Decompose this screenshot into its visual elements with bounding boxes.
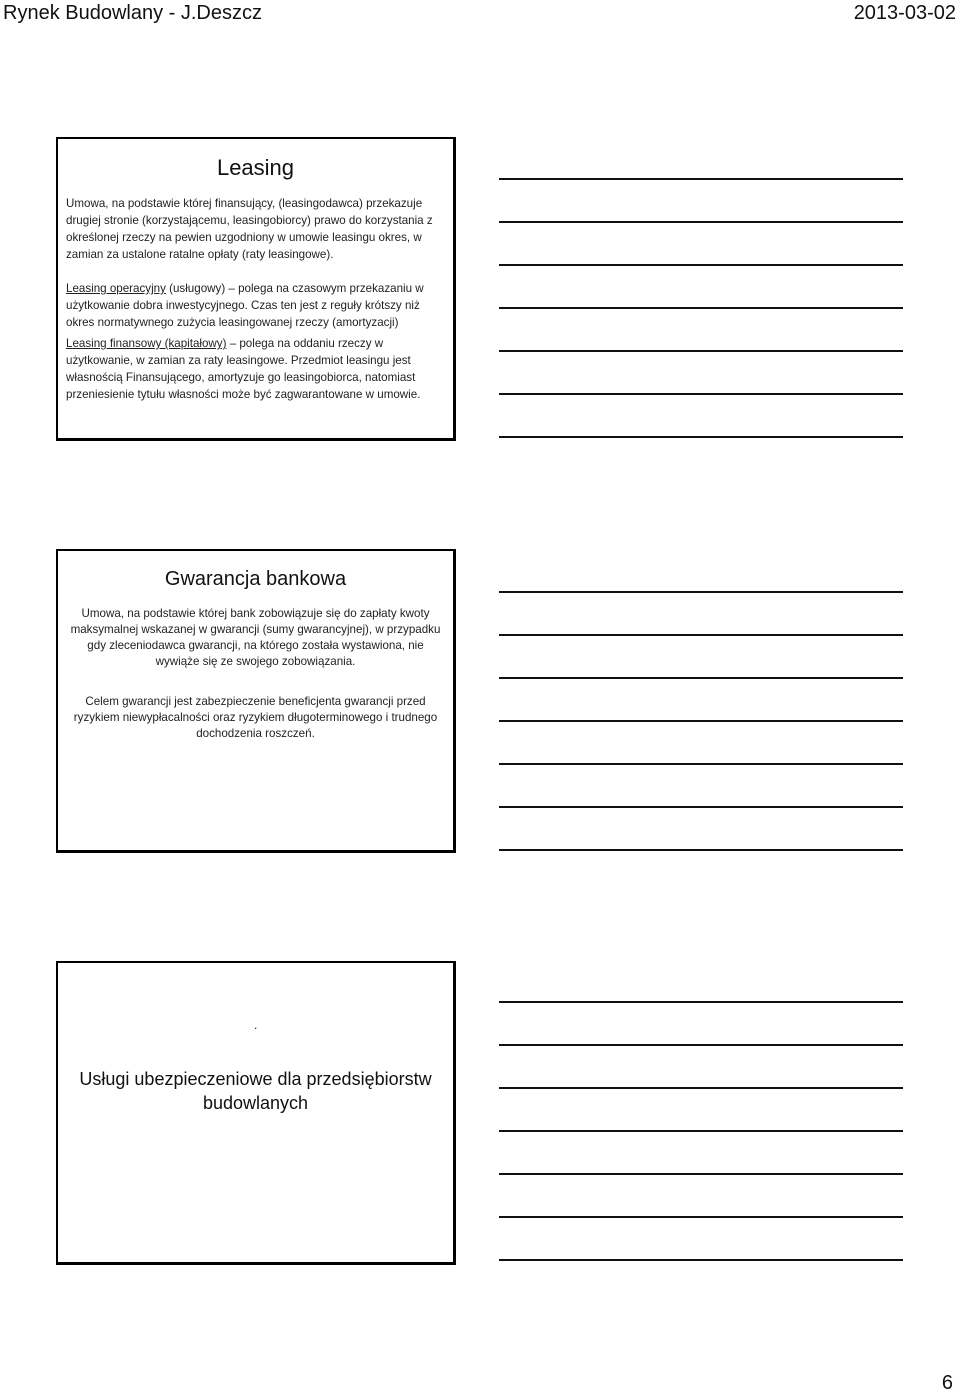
slide-paragraph: Umowa, na podstawie której finansujący, (leasingodawca) przekazuje drugiej stronie (korzystającemu, leasingobiorcy) prawo do korzystania z określonej rzeczy na pewien uzgodniony w umowie leasingu okres, w zamian za ustalone ratalne opłaty (raty leasingowe). — [66, 197, 433, 261]
header-title: Rynek Budowlany - J.Deszcz — [3, 2, 262, 24]
note-line — [499, 720, 903, 722]
term-definition: – polega na oddaniu rzeczy w użytkowanie, w zamian za raty leasingowe. Przedmiot leasingu jest własnością Finansującego, amortyzuje go leasingobiorca, natomiast przeniesienie tytułu własności może być zagwarantowane w umowie. — [66, 337, 421, 401]
slide-dot: . — [254, 1018, 258, 1032]
note-line — [499, 1044, 903, 1046]
term-definition: (usługowy) – polega na czasowym przekazaniu w użytkowanie dobra inwestycyjnego. Czas ten jest z reguły krótszy niż okres normatywnego zużycia leasingowanej rzeczy (amortyzacji) — [66, 282, 424, 329]
slide-paragraph-operating — [58, 280, 453, 331]
note-line — [499, 1259, 903, 1261]
note-line — [499, 350, 903, 352]
slide-uslugi — [56, 961, 456, 1265]
term-leasing-operacyjny: Leasing operacyjny — [66, 282, 166, 295]
note-line — [499, 264, 903, 266]
note-line — [499, 1216, 903, 1218]
note-line — [499, 178, 903, 180]
note-line — [499, 1001, 903, 1003]
slide-title: Leasing — [216, 155, 295, 180]
note-line — [499, 436, 903, 438]
slide-paragraph: Celem gwarancji jest zabezpieczenie beneficjenta gwarancji przed ryzykiem niewypłacalności oraz ryzykiem długoterminowego i trudnego dochodzenia roszczeń. — [73, 695, 438, 740]
note-line — [499, 806, 903, 808]
note-line — [499, 763, 903, 765]
note-line — [499, 591, 903, 593]
note-line — [499, 307, 903, 309]
slide-paragraph-financial — [58, 335, 453, 403]
slide-title: Gwarancja bankowa — [164, 568, 347, 590]
note-line — [499, 1173, 903, 1175]
term-leasing-finansowy: Leasing finansowy (kapitałowy) — [66, 337, 227, 350]
note-line — [499, 1130, 903, 1132]
note-line — [499, 634, 903, 636]
page-number: 6 — [941, 1372, 953, 1394]
note-line — [499, 221, 903, 223]
header-date: 2013-03-02 — [853, 2, 956, 24]
slide-title: Usługi ubezpieczeniowe dla przedsiębiorstw budowlanych — [79, 1069, 432, 1113]
note-line — [499, 677, 903, 679]
note-line — [499, 849, 903, 851]
slide-paragraph: Umowa, na podstawie której bank zobowiązuje się do zapłaty kwoty maksymalnej wskazanej w gwarancji (sumy gwarancyjnej), w przypadku gdy zleceniodawca gwarancji, na którego została wystawiona, nie wywiąże się ze swojego zobowiązania. — [70, 607, 441, 668]
note-line — [499, 1087, 903, 1089]
slide-leasing — [56, 137, 456, 441]
slide-gwarancja — [56, 549, 456, 853]
note-line — [499, 393, 903, 395]
